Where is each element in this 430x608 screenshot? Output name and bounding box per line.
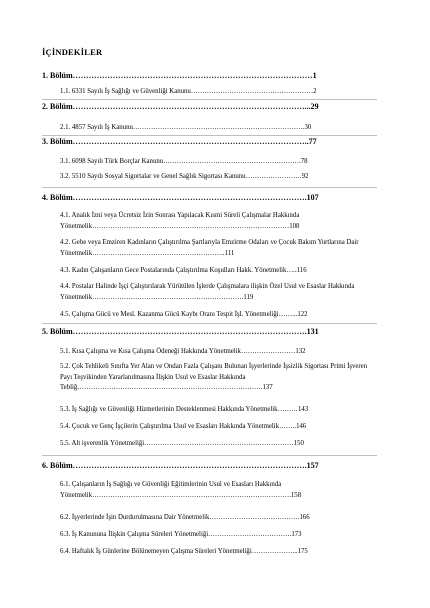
divider [42,323,377,324]
toc-entry-4-4[interactable]: 4.4. Postalar Halinde İşçi Çalıştırılarak Yürütülen İşlerde Çalışmalara ilişkin Özel Usul ve Esaslar Hakkında Yönetmelik………………………………………………………….119 [60,283,355,301]
divider [42,187,377,188]
divider [42,455,377,456]
toc-entry-6-3[interactable]: 6.3. İş Kanununa İlişkin Çalışma Süreleri Yönetmeliği……………………………….173 [60,531,302,538]
toc-entry-3-1[interactable]: 3.1. 6098 Sayılı Türk Borçlar Kanunu…………………………………………………….78 [60,158,308,165]
toc-chapter-3[interactable]: 3. Bölüm……………………………………………………………………………..77 [42,137,317,146]
toc-entry-5-1[interactable]: 5.1. Kısa Çalışma ve Kısa Çalışma Ödeneği Hakkında Yönetmelik……………………132 [60,348,306,355]
toc-chapter-4[interactable]: 4. Bölüm…………………………………………………………………………….107 [42,193,319,202]
toc-entry-5-3[interactable]: 5.3. İş Sağlığı ve Güvenliği Hizmetlerinin Desteklenmesi Hakkında Yönetmelik………143 [60,406,309,413]
toc-entry-1-1[interactable]: 1.1. 6331 Sayılı İş Sağlığı ve Güvenliği Kanunu………………………………………………2 [60,88,317,95]
toc-entry-4-1[interactable]: 4.1. Analık İzni veya Ücretsiz İzin Sonrası Yapılacak Kısmi Süreli Çalışmalar Hakkında Yönetmelik……………………………………………………………………………108 [60,212,300,230]
toc-entry-5-5[interactable]: 5.5. Alt işverenlik Yönetmeliği…………………………………………………………150 [60,440,304,447]
toc-entry-5-2[interactable]: 5.2. Çok Tehlikeli Sınıfta Yer Alan ve Ondan Fazla Çalışanı Bulunan İşyerlerinde İşsizlik Sigortası Primi İşveren Payı Teşvikinden Yararlanılmasına İlişkin Usul ve Esaslar Hakkında Tebliğ……………………………………………………………………….137 [60,363,368,391]
toc-entry-6-1[interactable]: 6.1. Çalışanların İş Sağlığı ve Güvenliği Eğitimlerinin Usul ve Esasları Hakkında Yönetmelik…………………………………………………………………………….158 [60,481,302,499]
toc-chapter-2[interactable]: 2. Bölüm……………………………………………………………………………...29 [42,102,319,111]
toc-entry-2-1[interactable]: 2.1. 4857 Sayılı İş Kanunu………………………………………………………………….30 [60,124,312,131]
toc-entry-4-5[interactable]: 4.5. Çalışma Gücü ve Mesl. Kazanma Gücü Kaybı Oranı Tespit İşl. Yönetmeliği……...122 [60,311,308,318]
toc-entry-6-4[interactable]: 6.4. Haftalık İş Günlerine Bölünemeyen Çalışma Süreleri Yönetmeliği………………...175 [60,548,308,555]
toc-entry-4-2[interactable]: 4.2. Gebe veya Emziren Kadınların Çalıştırılma Şartlarıyla Emzirme Odaları ve Çocuk Bakım Yurtlarına Dair Yönetmelik…………………………………………………..111 [60,239,359,257]
toc-entry-4-3[interactable]: 4.3. Kadın Çalışanların Gece Postalarında Çalıştırılma Koşulları Hakk. Yönetmelik…..116 [60,267,307,274]
divider [42,99,377,100]
toc-chapter-6[interactable]: 6. Bölüm…………………………………………………………………………….157 [42,461,319,470]
toc-entry-6-2[interactable]: 6.2. İşyerlerinde İşin Durdurulmasına Dair Yönetmelik………………………………….166 [60,514,310,521]
toc-heading: İÇİNDEKİLER [42,47,103,57]
toc-entry-3-2[interactable]: 3.2. 5510 Sayılı Sosyal Sigortalar ve Genel Sağlık Sigortası Kanunu…………………….92 [60,173,309,180]
toc-chapter-5[interactable]: 5. Bölüm…………………………………………………………………………….131 [42,327,319,336]
toc-chapter-1[interactable]: 1. Bölüm………………………………………………………………………………1 [42,71,317,80]
toc-entry-5-4[interactable]: 5.4. Çocuk ve Genç İşçilerin Çalıştırılma Usul ve Esasları Hakkında Yönetmelik……..146 [60,423,307,430]
